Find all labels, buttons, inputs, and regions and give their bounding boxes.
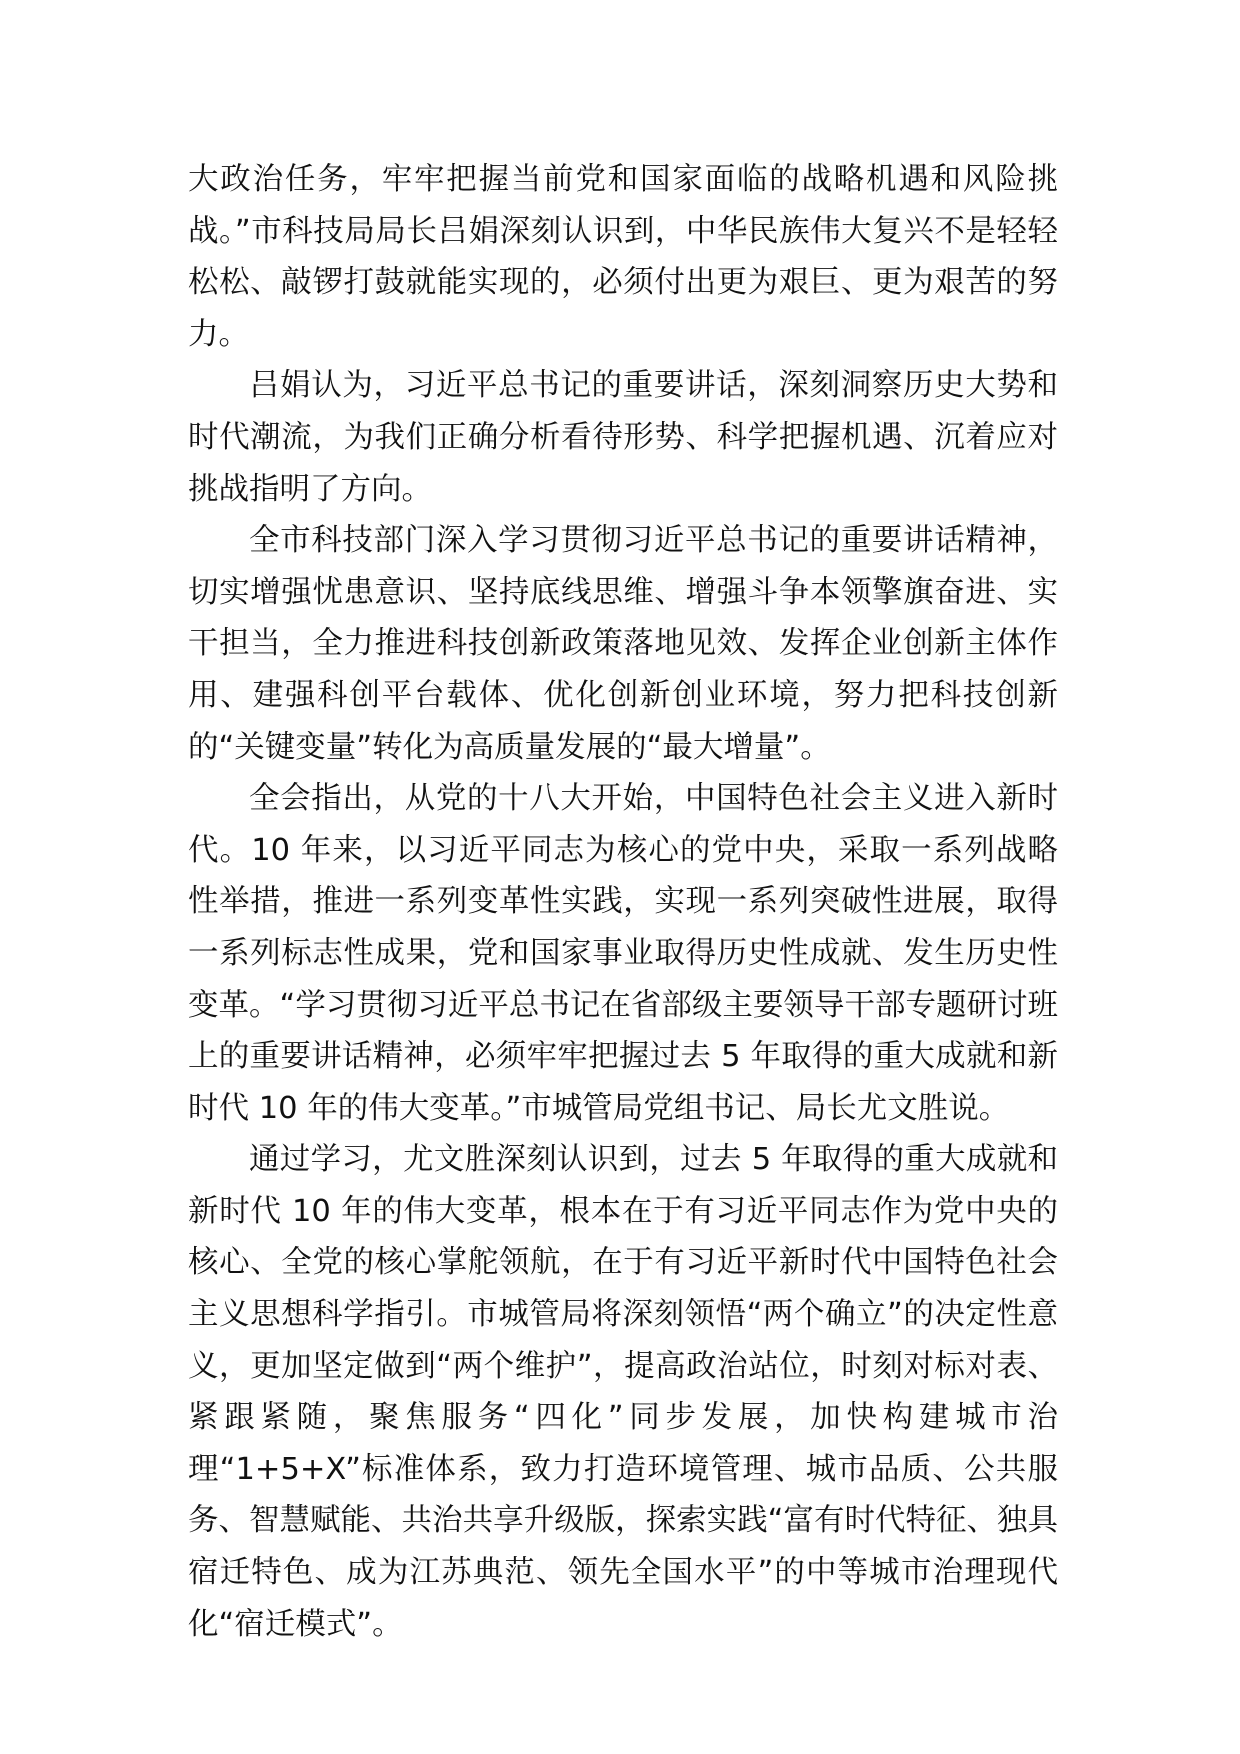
paragraph-3: 全市科技部门深入学习贯彻习近平总书记的重要讲话精神，切实增强忧患意识、坚持底线思维、增强斗争本领擎旗奋进、实干担当，全力推进科技创新政策落地见效、发挥企业创新主体作用、建强科创平台载体、优化创新创业环境，努力把科技创新的“关键变量”转化为高质量发展的“最大增量”。 — [188, 523, 1058, 765]
document-page — [188, 154, 1058, 1650]
paragraph-2: 吕娟认为，习近平总书记的重要讲话，深刻洞察历史大势和时代潮流，为我们正确分析看待形势、科学把握机遇、沉着应对挑战指明了方向。 — [188, 368, 1058, 507]
paragraph-1: 大政治任务，牢牢把握当前党和国家面临的战略机遇和风险挑战。”市科技局局长吕娟深刻认识到，中华民族伟大复兴不是轻轻松松、敲锣打鼓就能实现的，必须付出更为艰巨、更为艰苦的努力。 — [188, 162, 1058, 352]
paragraph-4: 全会指出，从党的十八大开始，中国特色社会主义进入新时代。10 年来，以习近平同志为核心的党中央，采取一系列战略性举措，推进一系列变革性实践，实现一系列突破性进展，取得一系列标志性成果，党和国家事业取得历史性成就、发生历史性变革。“学习贯彻习近平总书记在省部级主要领导干部专题研讨班上的重要讲话精神，必须牢牢把握过去 5 年取得的重大成就和新时代 10 年的伟大变革。”市城管局党组书记、局长尤文胜说。 — [188, 781, 1058, 1126]
paragraph-5: 通过学习，尤文胜深刻认识到，过去 5 年取得的重大成就和新时代 10 年的伟大变革，根本在于有习近平同志作为党中央的核心、全党的核心掌舵领航，在于有习近平新时代中国特色社会主义思想科学指引。市城管局将深刻领悟“两个确立”的决定性意义，更加坚定做到“两个维护”，提高政治站位，时刻对标对表、紧跟紧随，聚焦服务“四化”同步发展，加快构建城市治理“1+5+X”标准体系，致力打造环境管理、城市品质、公共服务、智慧赋能、共治共享升级版，探索实践“富有时代特征、独具宿迁特色、成为江苏典范、领先全国水平”的中等城市治理现代化“宿迁模式”。 — [188, 1142, 1058, 1642]
